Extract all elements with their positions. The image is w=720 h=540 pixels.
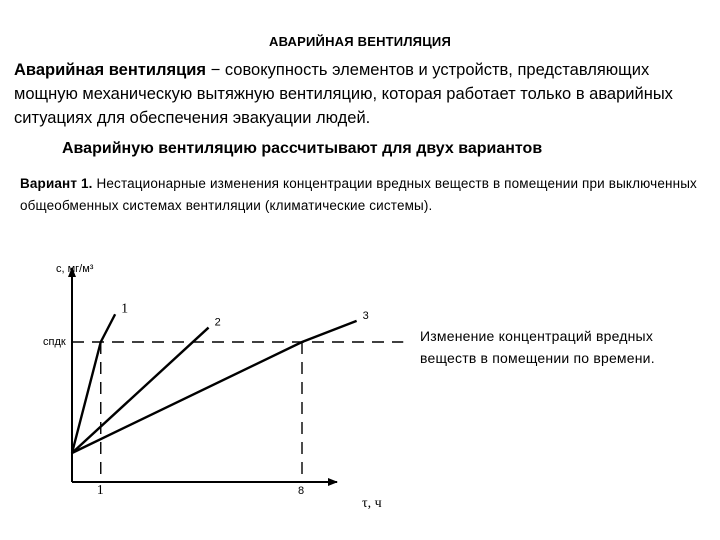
definition-text: − совокупность элементов и устройств, представляющих мощную механическую вытяжную вентиляцию, которая работает только в аварийных ситуациях для обеспечения эвакуации людей.	[14, 61, 673, 127]
series-label-3: 3	[362, 309, 369, 322]
slide-title: АВАРИЙНАЯ ВЕНТИЛЯЦИЯ	[269, 34, 451, 49]
definition-term: Аварийная вентиляция	[14, 61, 207, 79]
series-label-2: 2	[214, 316, 221, 329]
guides-layer	[72, 342, 403, 482]
section-subheading: Аварийную вентиляцию рассчитывают для двух вариантов	[62, 140, 543, 157]
x-tick-label-8: 8	[298, 485, 305, 497]
series-line-3	[72, 321, 357, 453]
x-axis-label: τ, ч	[362, 496, 382, 511]
series-line-2	[72, 328, 209, 453]
chart-caption: Изменение концентраций вредных веществ в помещении по времени.	[420, 328, 655, 366]
x-tick-label-1: 1	[96, 483, 104, 498]
variant-label: Вариант 1.	[20, 176, 93, 191]
variant-text: Нестационарные изменения концентрации вредных веществ в помещении при выключенных общеобменных системах вентиляции (климатические системы).	[20, 176, 697, 213]
series-layer	[72, 314, 357, 453]
series-label-1: 1	[121, 301, 129, 317]
threshold-label: cпдк	[43, 336, 66, 348]
y-axis-label: c, мг/м³	[56, 263, 94, 275]
